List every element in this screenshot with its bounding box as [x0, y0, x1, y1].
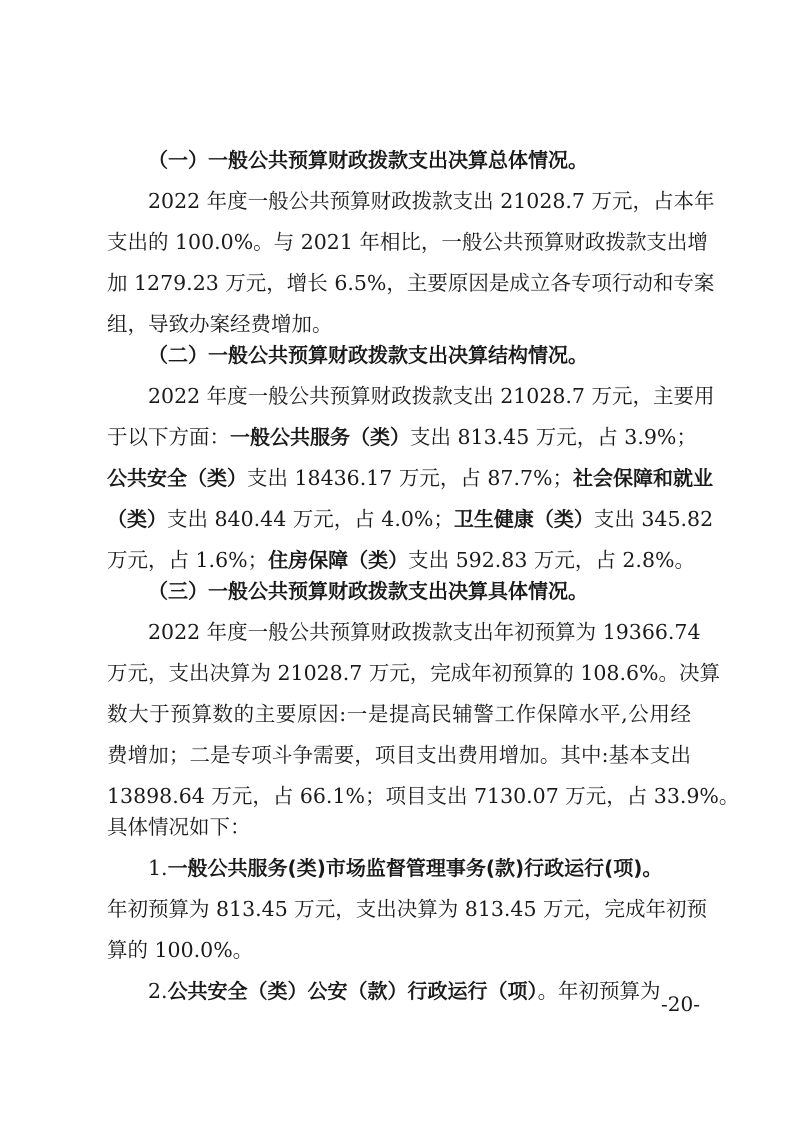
section2-paragraph-line: （类）支出 840.44 万元，占 4.0%；卫生健康（类）支出 345.82: [107, 507, 714, 531]
section1-paragraph-line: 组，导致办案经费增加。: [107, 312, 333, 336]
item1-title: 1.一般公共服务(类)市场监督管理事务(款)行政运行(项)。: [148, 856, 663, 880]
section1-heading: （一）一般公共预算财政拨款支出决算总体情况。: [148, 148, 588, 172]
item1-paragraph-line: 年初预算为 813.45 万元，支出决算为 813.45 万元，完成年初预: [107, 897, 708, 921]
section3-paragraph-line: 费增加；二是专项斗争需要，项目支出费用增加。其中:基本支出: [107, 743, 691, 767]
section1-paragraph-line: 加 1279.23 万元，增长 6.5%，主要原因是成立各专项行动和专案: [107, 271, 715, 295]
item2-title: 2.公共安全（类）公安（款）行政运行（项）。年初预算为: [148, 979, 661, 1003]
section2-paragraph-line: 于以下方面：一般公共服务（类）支出 813.45 万元，占 3.9%；: [107, 425, 697, 449]
section1-paragraph-line: 2022 年度一般公共预算财政拨款支出 21028.7 万元，占本年: [148, 189, 715, 213]
section3-paragraph-line: 2022 年度一般公共预算财政拨款支出年初预算为 19366.74: [148, 620, 701, 644]
item1-paragraph-line: 算的 100.0%。: [107, 938, 254, 962]
section3-paragraph-line: 数大于预算数的主要原因:一是提高民辅警工作保障水平,公用经: [107, 702, 691, 726]
page-number: -20-: [661, 992, 700, 1016]
section1-paragraph-line: 支出的 100.0%。与 2021 年相比，一般公共预算财政拨款支出增: [107, 230, 708, 254]
section2-paragraph-line: 2022 年度一般公共预算财政拨款支出 21028.7 万元，主要用: [148, 384, 715, 408]
section2-paragraph-line: 公共安全（类）支出 18436.17 万元，占 87.7%；社会保障和就业: [107, 466, 713, 490]
section3-paragraph-line: 万元，支出决算为 21028.7 万元，完成年初预算的 108.6%。决算: [107, 661, 720, 685]
section3-heading: （三）一般公共预算财政拨款支出决算具体情况。: [148, 579, 588, 603]
section3-paragraph-line: 具体情况如下：: [107, 815, 251, 839]
section2-heading: （二）一般公共预算财政拨款支出决算结构情况。: [148, 343, 588, 367]
section2-paragraph-line: 万元，占 1.6%；住房保障（类）支出 592.83 万元，占 2.8%。: [107, 548, 695, 572]
section3-paragraph-line: 13898.64 万元，占 66.1%；项目支出 7130.07 万元，占 33.9%。: [107, 784, 740, 808]
